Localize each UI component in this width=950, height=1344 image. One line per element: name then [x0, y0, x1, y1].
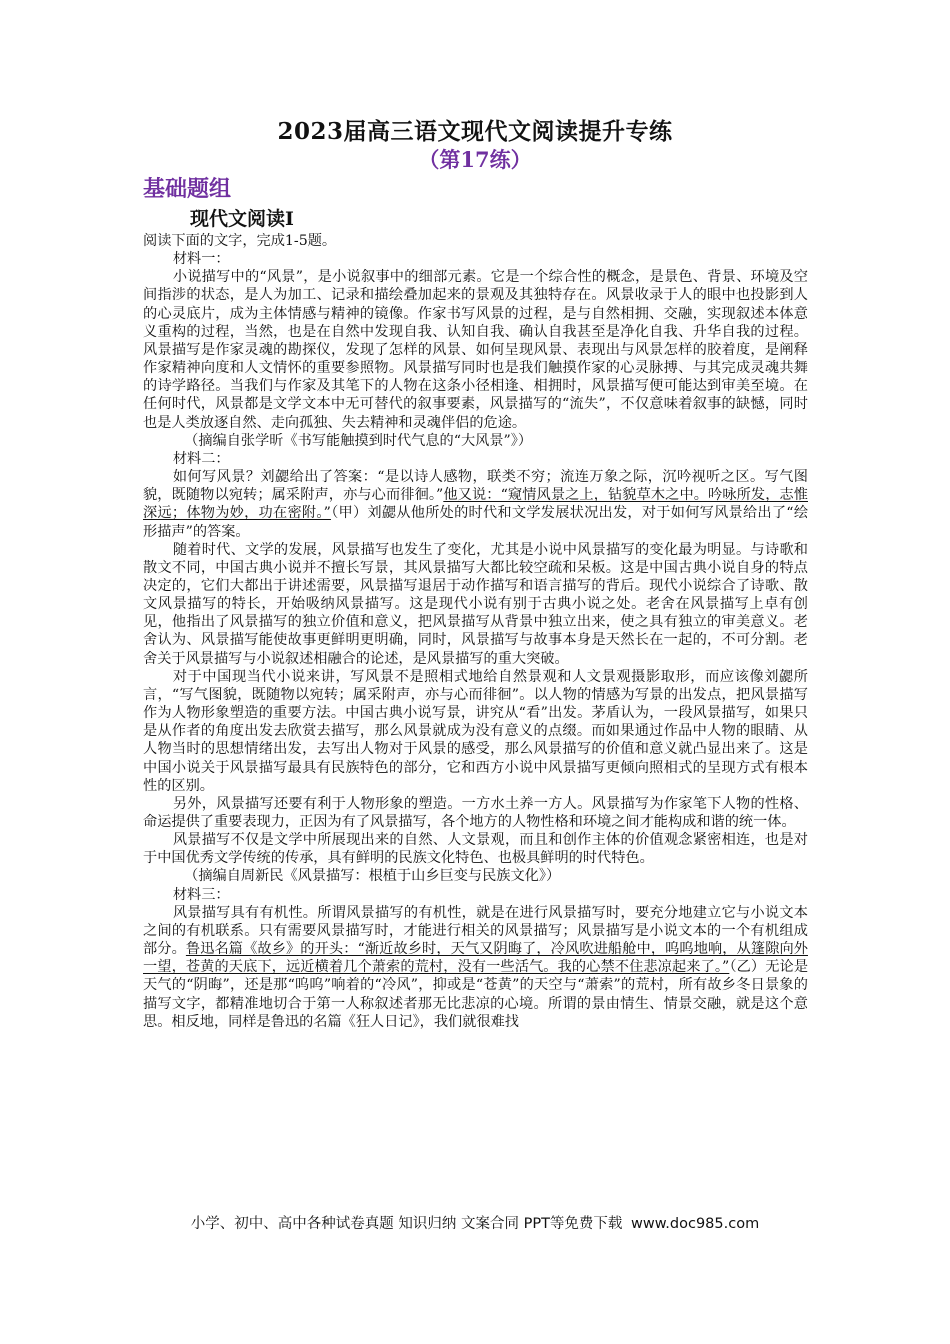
footer-text: 小学、初中、高中各种试卷真题 知识归纳 文案合同 PPT等免费下载 — [190, 1216, 623, 1232]
material-1-source: （摘编自张学昕《书写能触摸到时代气息的“大风景”》） — [184, 432, 533, 449]
instruction: 阅读下面的文字，完成1-5题。 — [143, 233, 337, 249]
underlined-sentence-jia: 他又说：“窥情风景之上，钻貌草木之中。吟咏所发，志惟深远；体物为妙，功在密附。” — [143, 487, 808, 522]
reading-passage — [143, 232, 808, 1031]
footer-site-link[interactable]: www.doc985.com — [631, 1216, 760, 1232]
material-2-p1-text-end: （甲）刘勰从他所处的时代和文学发展状况出发，对于如何写风景给出了“绘形描声”的答案。 — [143, 505, 809, 540]
page-title: 2023届高三语文现代文阅读提升专练 — [277, 118, 673, 145]
page-subtitle: （第17练） — [418, 147, 532, 172]
subsection-heading: 现代文阅读Ⅰ — [190, 208, 294, 230]
material-2-paragraph-2: 随着时代、文学的发展，风景描写也发生了变化，尤其是小说中风景描写的变化最为明显。与诗歌和散文不同，中国古典小说并不擅长写景，其风景描写大都比较空疏和呆板。这是中国古典小说自身的特点决定的，它们大都出于讲述需要，风景描写退居于动作描写和语言描写的背后。现代小说综合了诗歌、散文风景描写的特长，开始吸纳风景描写。这是现代小说有别于古典小说之处。老舍在风景描写上卓有创见，他指出了风景描写的独立价值和意义，把风景描写从背景中独立出来，使之具有独立的审美意义。老舍认为、风景描写能使故事更鲜明更明确，同时，风景描写与故事本身是天然长在一起的，不可分割。老舍关于风景描写与小说叙述相融合的论述，是风景描写的重大突破。 — [143, 541, 808, 667]
page-footer — [0, 1214, 950, 1234]
material-1-label: 材料一： — [172, 251, 230, 268]
material-1-paragraph: 小说描写中的“风景”，是小说叙事中的细部元素。它是一个综合性的概念，是景色、背景、环境及空间指涉的状态，是人为加工、记录和描绘叠加起来的景观及其独特存在。风景收录于人的眼中也投影到人的心灵底片，成为主体情感与精神的镜像。作家书写风景的过程，是与自然相拥、交融，实现叙述本体意义重构的过程，当然，也是在自然中发现自我、认知自我、确认自我甚至是净化自我、升华自我的过程。风景描写是作家灵魂的勘探仪，发现了怎样的风景、如何呈现风景、表现出与风景怎样的胶着度，是阐释作家精神向度和人文情怀的重要参照物。风景描写同时也是我们触摸作家的心灵脉搏、与其完成灵魂共舞的诗学路径。当我们与作家及其笔下的人物在这条小径相逢、相拥时，风景描写便可能达到审美至境。在任何时代，风景都是文学文本中无可替代的叙事要素，风景描写的“流失”，不仅意味着叙事的缺憾，同时也是人类放逐自然、走向孤独、失去精神和灵魂伴侣的危途。 — [143, 269, 808, 431]
section-heading: 基础题组 — [143, 176, 232, 202]
material-2-p1-text: 如何写风景？刘勰给出了答案：“是以诗人感物，联类不穷；流连万象之际，沉吟视听之区。写气图貌，既随物以宛转；属采附声，亦与心而徘徊。” — [143, 469, 808, 504]
underlined-sentence-yi: 鲁迅名篇《故乡》的开头：“渐近故乡时，天气又阴晦了，冷风吹进船舱中，呜呜地响，从篷隙向外一望，苍黄的天底下，远近横着几个萧索的荒村，没有一些活气。我的心禁不住悲凉起来了。” — [143, 941, 808, 976]
material-2-paragraph-5: 风景描写不仅是文学中所展现出来的自然、人文景观，而且和创作主体的价值观念紧密相连，也是对于中国优秀文学传统的传承，具有鲜明的民族文化特色、也极具鲜明的时代特色。 — [143, 832, 808, 867]
material-3-paragraph-1 — [143, 904, 808, 1031]
material-3-p1-text-end: （乙）无论是天气的“阴晦”，还是那“呜呜”响着的“冷风”，抑或是“苍黄”的天空与“萧索”的荒村，所有故乡冬日景象的描写文字，都精准地切合于第一人称叙述者那无比悲凉的心境。所谓的景由情生、情景交融，就是这个意思。相反地，同样是鲁迅的名篇《狂人日记》，我们就很难找 — [143, 959, 809, 1030]
material-2-label: 材料二： — [172, 450, 230, 467]
material-2-paragraph-1 — [143, 468, 808, 541]
material-2-paragraph-3: 对于中国现当代小说来讲，写风景不是照相式地给自然景观和人文景观摄影取形，而应该像刘勰所言，“写气图貌，既随物以宛转；属采附声，亦与心而徘徊”。以人物的情感为写景的出发点，把风景描写作为人物形象塑造的重要方法。中国古典小说写景，讲究从“看”出发。茅盾认为，一段风景描写，如果只是从作者的角度出发去欣赏去描写，那么风景就成为没有意义的点缀。而如果通过作品中人物的眼睛、从人物当时的思想情绪出发，去写出人物对于风景的感受，那么风景描写的价值和意义就凸显出来了。这是中国小说关于风景描写最具有民族特色的部分，它和西方小说中风景描写更倾向照相式的呈现方式有根本性的区别。 — [143, 668, 808, 794]
material-3-label: 材料三： — [172, 886, 230, 903]
material-2-source: （摘编自周新民《风景描写：根植于山乡巨变与民族文化》） — [184, 868, 561, 885]
material-3-p1-text: 风景描写具有有机性。所谓风景描写的有机性，就是在进行风景描写时，要充分地建立它与小说文本之间的有机联系。只有需要风景描写时，才能进行相关的风景描写；风景描写是小说文本的一个有机组成部分。 — [143, 904, 808, 958]
material-2-paragraph-4: 另外，风景描写还要有利于人物形象的塑造。一方水土养一方人。风景描写为作家笔下人物的性格、命运提供了重要表现力，正因为有了风景描写，各个地方的人物性格和环境之间才能构成和谐的统一体。 — [143, 795, 808, 830]
